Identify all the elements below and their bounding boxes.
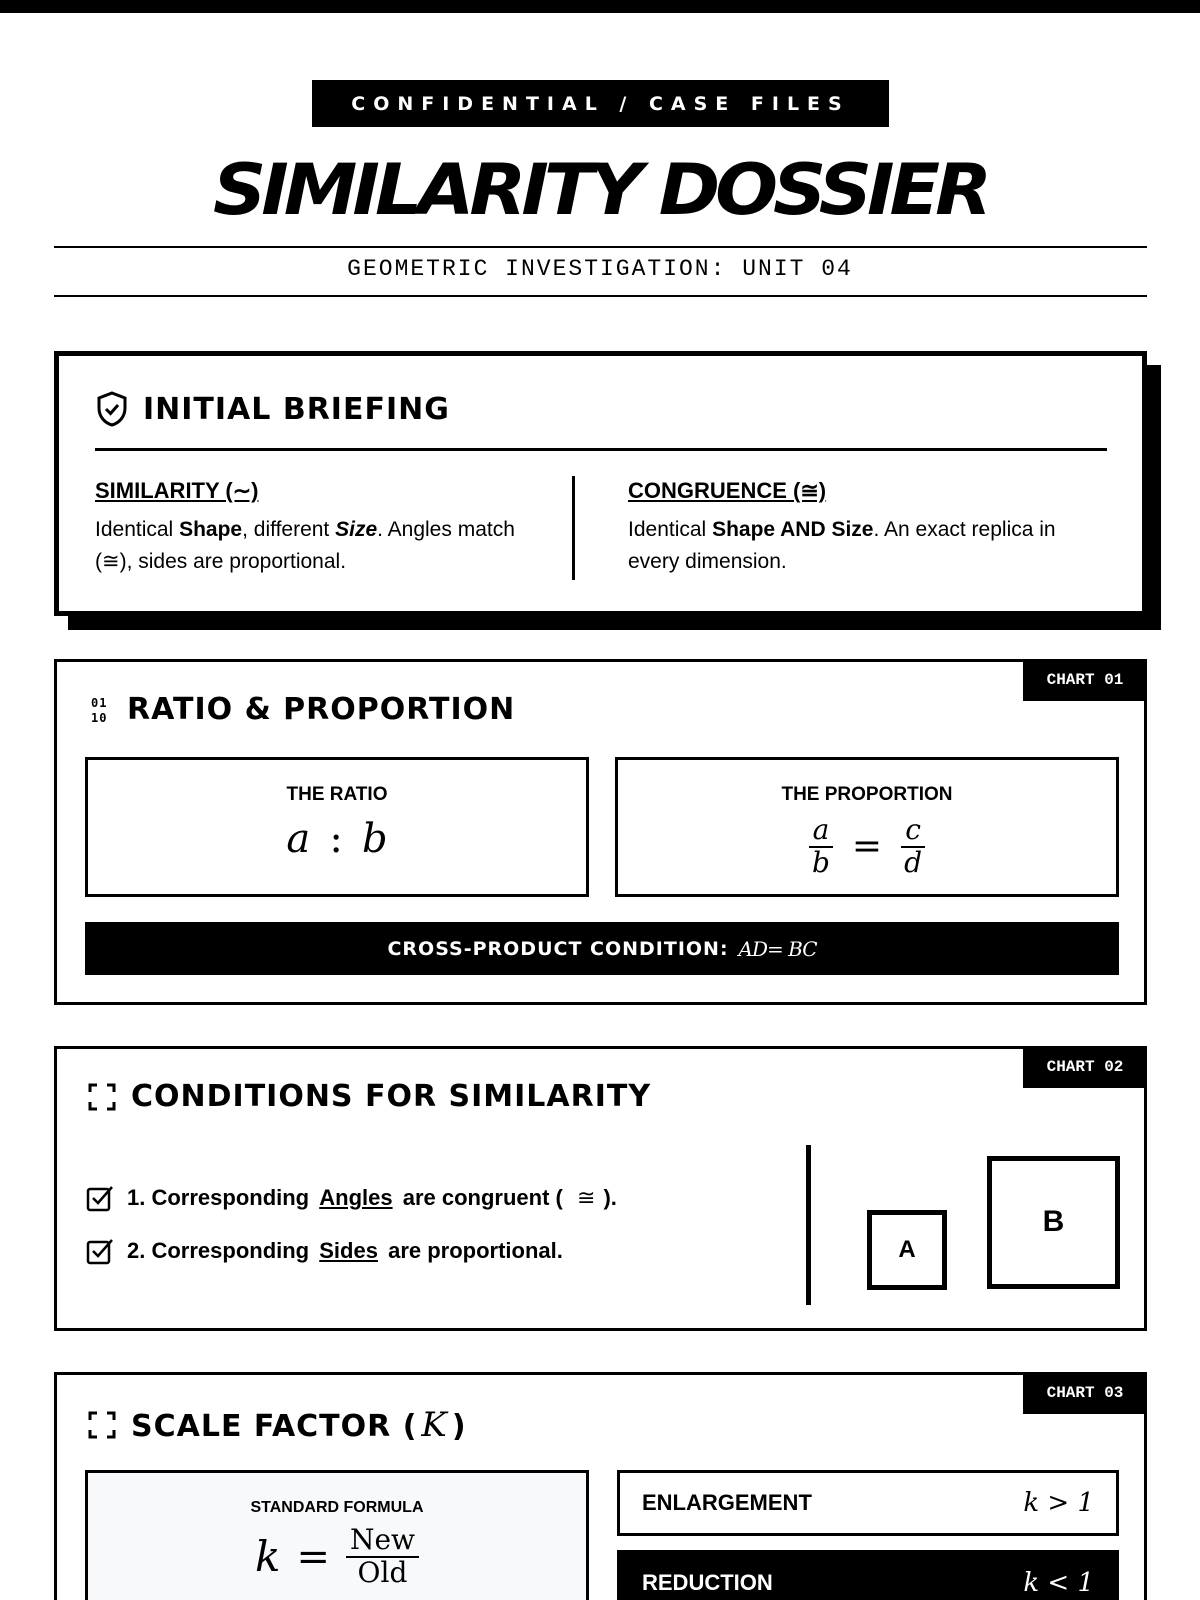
shape-b-square: B (987, 1156, 1120, 1289)
fraction-numerator: c (901, 815, 925, 848)
condition-key: Angles (319, 1185, 393, 1210)
conditions-heading (87, 1079, 651, 1114)
condition-item (85, 1236, 563, 1266)
ratio-heading (89, 692, 515, 727)
ratio-var-b: b (361, 816, 388, 862)
enlargement-formula: k > 1 (1023, 1488, 1094, 1518)
frame-corners-icon (87, 1410, 117, 1440)
fraction-c-d (900, 815, 926, 879)
top-bar (0, 0, 1200, 13)
briefing-heading (95, 390, 450, 428)
congruence-text (628, 514, 1108, 578)
condition-suffix: are congruent ( (402, 1185, 563, 1210)
ratio-card (54, 659, 1147, 1005)
similarity-text-part: Identical (95, 518, 180, 541)
formula-fraction (346, 1525, 419, 1589)
fraction-a-b (808, 815, 834, 879)
ratio-var-a: a (286, 816, 311, 862)
briefing-card (54, 351, 1147, 616)
svg-text:10: 10 (91, 710, 108, 725)
confidential-tag: CONFIDENTIAL / CASE FILES (312, 80, 889, 127)
cross-product-label: CROSS-PRODUCT CONDITION: (387, 937, 729, 960)
similarity-title: SIMILARITY (∼) (95, 478, 259, 503)
proportion-box (615, 757, 1119, 897)
title-rule-top (54, 246, 1147, 248)
formula-k: k (254, 1532, 281, 1582)
enlargement-label: ENLARGEMENT (642, 1490, 812, 1515)
condition-prefix: 2. Corresponding (127, 1238, 310, 1263)
shape-a-square: A (867, 1210, 947, 1290)
fraction-numerator: a (809, 815, 834, 848)
condition-prefix: 1. Corresponding (127, 1185, 310, 1210)
condition-text (127, 1185, 617, 1211)
chart-tag: CHART 01 (1023, 659, 1147, 701)
ratio-box (85, 757, 589, 897)
condition-key: Sides (319, 1238, 378, 1263)
cross-product-formula: AD= BC (738, 936, 817, 961)
formula-numerator: New (346, 1525, 419, 1558)
condition-suffix: are proportional. (388, 1238, 563, 1263)
proportion-label: THE PROPORTION (781, 784, 953, 805)
checkbox-checked-icon (85, 1183, 115, 1213)
formula-denominator: Old (357, 1555, 408, 1589)
page-title: SIMILARITY DOSSIER (212, 149, 988, 231)
scale-heading-end: ) (451, 1409, 467, 1444)
frame-corners-icon (87, 1082, 117, 1112)
scale-formula (88, 1525, 586, 1589)
congruence-text-part: Identical (628, 518, 713, 541)
checkbox-checked-icon (85, 1236, 115, 1266)
formula-box (85, 1470, 589, 1600)
reduction-formula: k < 1 (1023, 1568, 1094, 1598)
ratio-label: THE RATIO (286, 784, 388, 805)
chart-tag: CHART 02 (1023, 1046, 1147, 1088)
congruence-text-part: . An exact replica in every dimension. (628, 518, 1056, 573)
ratio-separator: : (329, 816, 343, 862)
ratio-heading-text: RATIO & PROPORTION (127, 692, 516, 727)
similarity-text-part: . Angles match (≅), sides are proportional. (95, 518, 515, 573)
scale-card (54, 1372, 1147, 1600)
page-subtitle: GEOMETRIC INVESTIGATION: UNIT 04 (347, 256, 853, 282)
scale-heading (87, 1405, 467, 1445)
conditions-card (54, 1046, 1147, 1331)
conditions-divider (806, 1145, 811, 1305)
chart-tag: CHART 03 (1023, 1372, 1147, 1414)
shield-check-icon (95, 390, 129, 428)
title-rule-bottom (54, 295, 1147, 297)
binary-icon (89, 695, 113, 725)
condition-item (85, 1183, 617, 1213)
scale-heading-text (131, 1405, 467, 1445)
congruence-text-bold: Shape AND Size (712, 518, 874, 541)
cross-product-bar (85, 922, 1119, 975)
congruent-symbol: ≅ (577, 1185, 596, 1210)
reduction-label: REDUCTION (642, 1570, 773, 1595)
condition-end: ). (603, 1185, 617, 1210)
congruence-title: CONGRUENCE (≅) (628, 478, 827, 503)
ratio-formula (88, 816, 586, 862)
similarity-text-bold-italic: Size (335, 518, 378, 541)
formula-label: STANDARD FORMULA (250, 1499, 424, 1516)
similarity-text (95, 514, 525, 578)
scale-heading-label: SCALE FACTOR ( (131, 1409, 418, 1444)
svg-text:01: 01 (91, 695, 108, 710)
equals-sign: = (851, 826, 883, 868)
enlargement-box (617, 1470, 1119, 1536)
fraction-denominator: d (904, 845, 923, 879)
conditions-heading-text: CONDITIONS FOR SIMILARITY (131, 1079, 652, 1114)
briefing-column-divider (572, 476, 575, 580)
briefing-divider (95, 448, 1107, 451)
fraction-denominator: b (811, 845, 830, 879)
briefing-heading-text: INITIAL BRIEFING (143, 391, 450, 427)
reduction-box (617, 1550, 1119, 1600)
scale-heading-var: K (421, 1405, 448, 1445)
similarity-text-part: , different (242, 518, 336, 541)
similarity-text-bold: Shape (179, 518, 243, 541)
proportion-formula (618, 815, 1116, 879)
formula-equals: = (296, 1533, 330, 1580)
condition-text (127, 1238, 563, 1264)
